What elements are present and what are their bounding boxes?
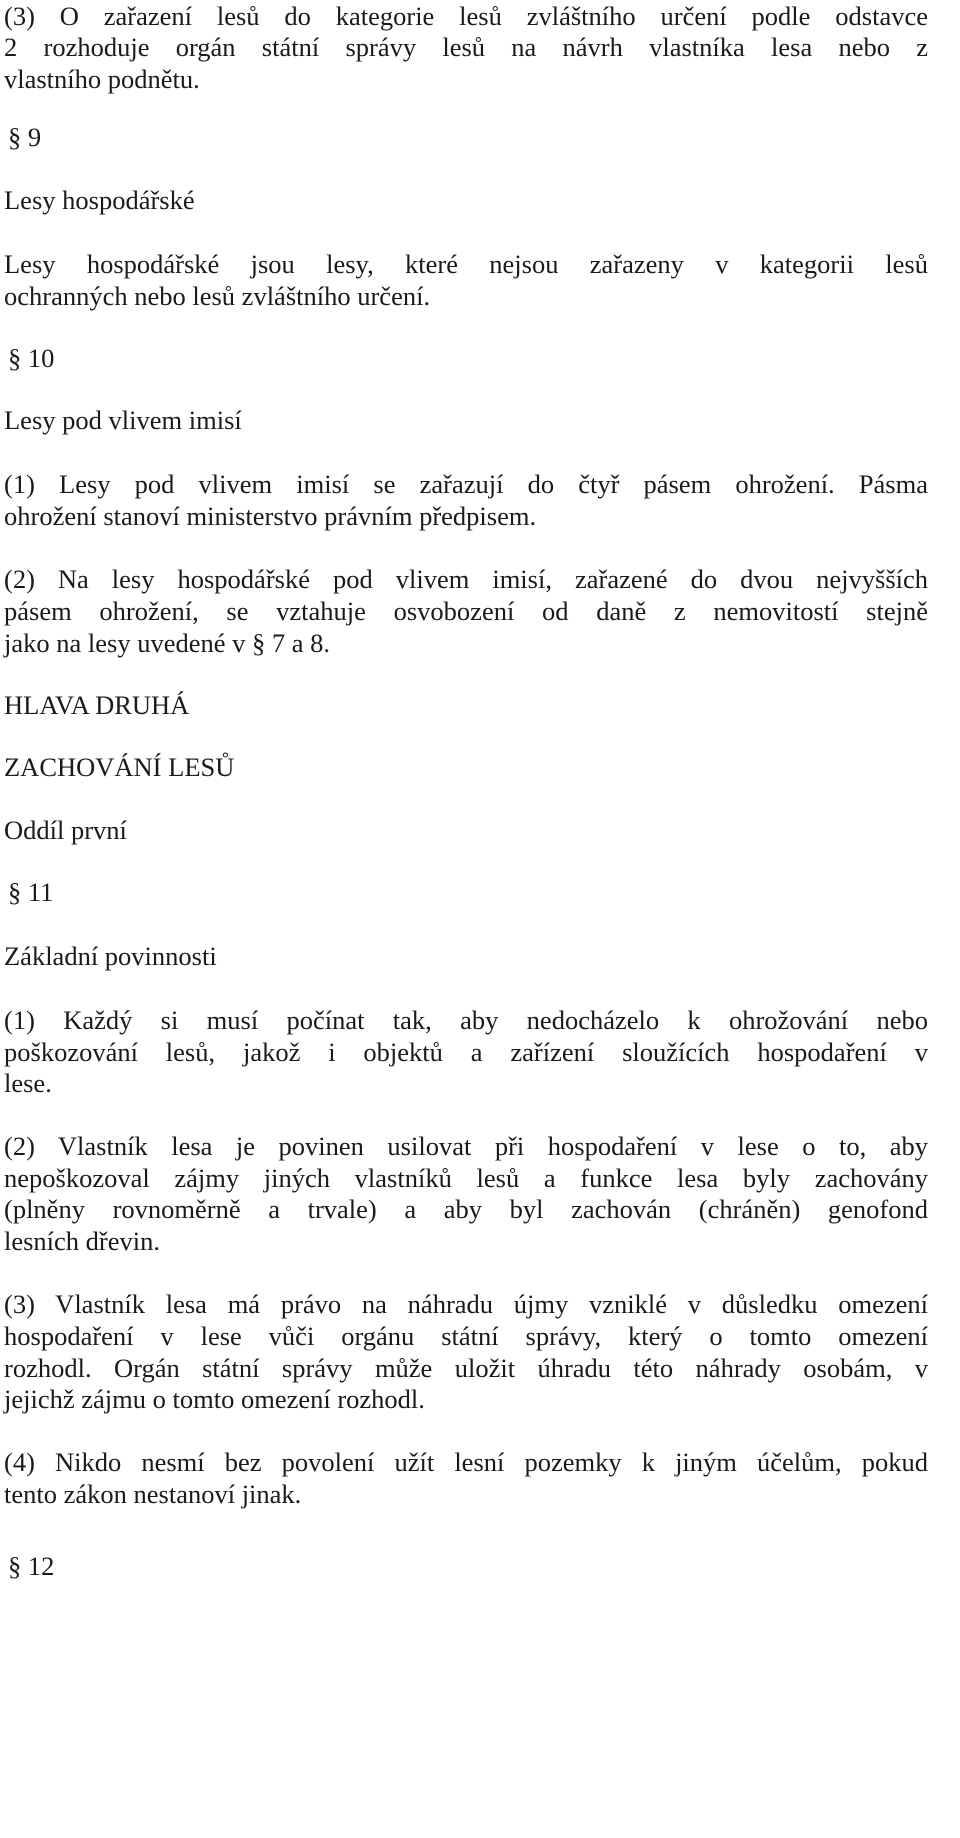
- section-8-paragraph-3-line-2: 2 rozhoduje orgán státní správy lesů na návrh vlastníka lesa nebo z: [4, 32, 928, 62]
- section-10-title: Lesy pod vlivem imisí: [4, 405, 242, 435]
- section-9-heading: § 9: [8, 122, 42, 152]
- section-11-paragraph-3-line-3: rozhodl. Orgán státní správy může uložit úhradu této náhrady osobám, v: [4, 1353, 928, 1383]
- section-11-paragraph-1-line-3: lese.: [4, 1068, 52, 1098]
- section-11-paragraph-2-line-4: lesních dřevin.: [4, 1226, 161, 1256]
- section-11-paragraph-2-line-1: (2) Vlastník lesa je povinen usilovat při hospodaření v lese o to, aby: [4, 1131, 928, 1161]
- section-11-paragraph-2-line-2: nepoškozoval zájmy jiných vlastníků lesů a funkce lesa byly zachovány: [4, 1163, 928, 1193]
- section-11-paragraph-2-line-3: (plněny rovnoměrně a trvale) a aby byl zachován (chráněn) genofond: [4, 1194, 928, 1224]
- section-11-paragraph-4-line-1: (4) Nikdo nesmí bez povolení užít lesní pozemky k jiným účelům, pokud: [4, 1447, 928, 1477]
- section-10-paragraph-1-line-1: (1) Lesy pod vlivem imisí se zařazují do čtyř pásem ohrožení. Pásma: [4, 469, 928, 499]
- section-10-paragraph-2-line-2: pásem ohrožení, se vztahuje osvobození od daně z nemovitostí stejně: [4, 596, 928, 626]
- section-8-paragraph-3-line-1: (3) O zařazení lesů do kategorie lesů zvláštního určení podle odstavce: [4, 1, 928, 31]
- section-12-heading: § 12: [8, 1551, 55, 1581]
- chapter-title: ZACHOVÁNÍ LESŮ: [4, 752, 235, 782]
- section-8-paragraph-3-line-3: vlastního podnětu.: [4, 64, 200, 94]
- division-heading: Oddíl první: [4, 815, 127, 845]
- section-11-paragraph-3-line-4: jejichž zájmu o tomto omezení rozhodl.: [4, 1384, 425, 1414]
- section-11-title: Základní povinnosti: [4, 941, 217, 971]
- section-10-heading: § 10: [8, 343, 55, 373]
- section-10-paragraph-2-line-3: jako na lesy uvedené v § 7 a 8.: [4, 628, 330, 658]
- section-11-heading: § 11: [8, 877, 54, 907]
- section-9-text-line-2: ochranných nebo lesů zvláštního určení.: [4, 281, 431, 311]
- section-10-paragraph-2-line-1: (2) Na lesy hospodářské pod vlivem imisí, zařazené do dvou nejvyšších: [4, 564, 928, 594]
- chapter-heading: HLAVA DRUHÁ: [4, 690, 190, 720]
- section-11-paragraph-1-line-2: poškozování lesů, jakož i objektů a zařízení sloužících hospodaření v: [4, 1037, 928, 1067]
- section-11-paragraph-3-line-2: hospodaření v lese vůči orgánu státní správy, který o tomto omezení: [4, 1321, 928, 1351]
- section-11-paragraph-1-line-1: (1) Každý si musí počínat tak, aby nedocházelo k ohrožování nebo: [4, 1005, 928, 1035]
- section-9-title: Lesy hospodářské: [4, 185, 195, 215]
- section-9-text-line-1: Lesy hospodářské jsou lesy, které nejsou zařazeny v kategorii lesů: [4, 249, 928, 279]
- section-10-paragraph-1-line-2: ohrožení stanoví ministerstvo právním předpisem.: [4, 501, 537, 531]
- section-11-paragraph-4-line-2: tento zákon nestanoví jinak.: [4, 1479, 302, 1509]
- section-11-paragraph-3-line-1: (3) Vlastník lesa má právo na náhradu újmy vzniklé v důsledku omezení: [4, 1289, 928, 1319]
